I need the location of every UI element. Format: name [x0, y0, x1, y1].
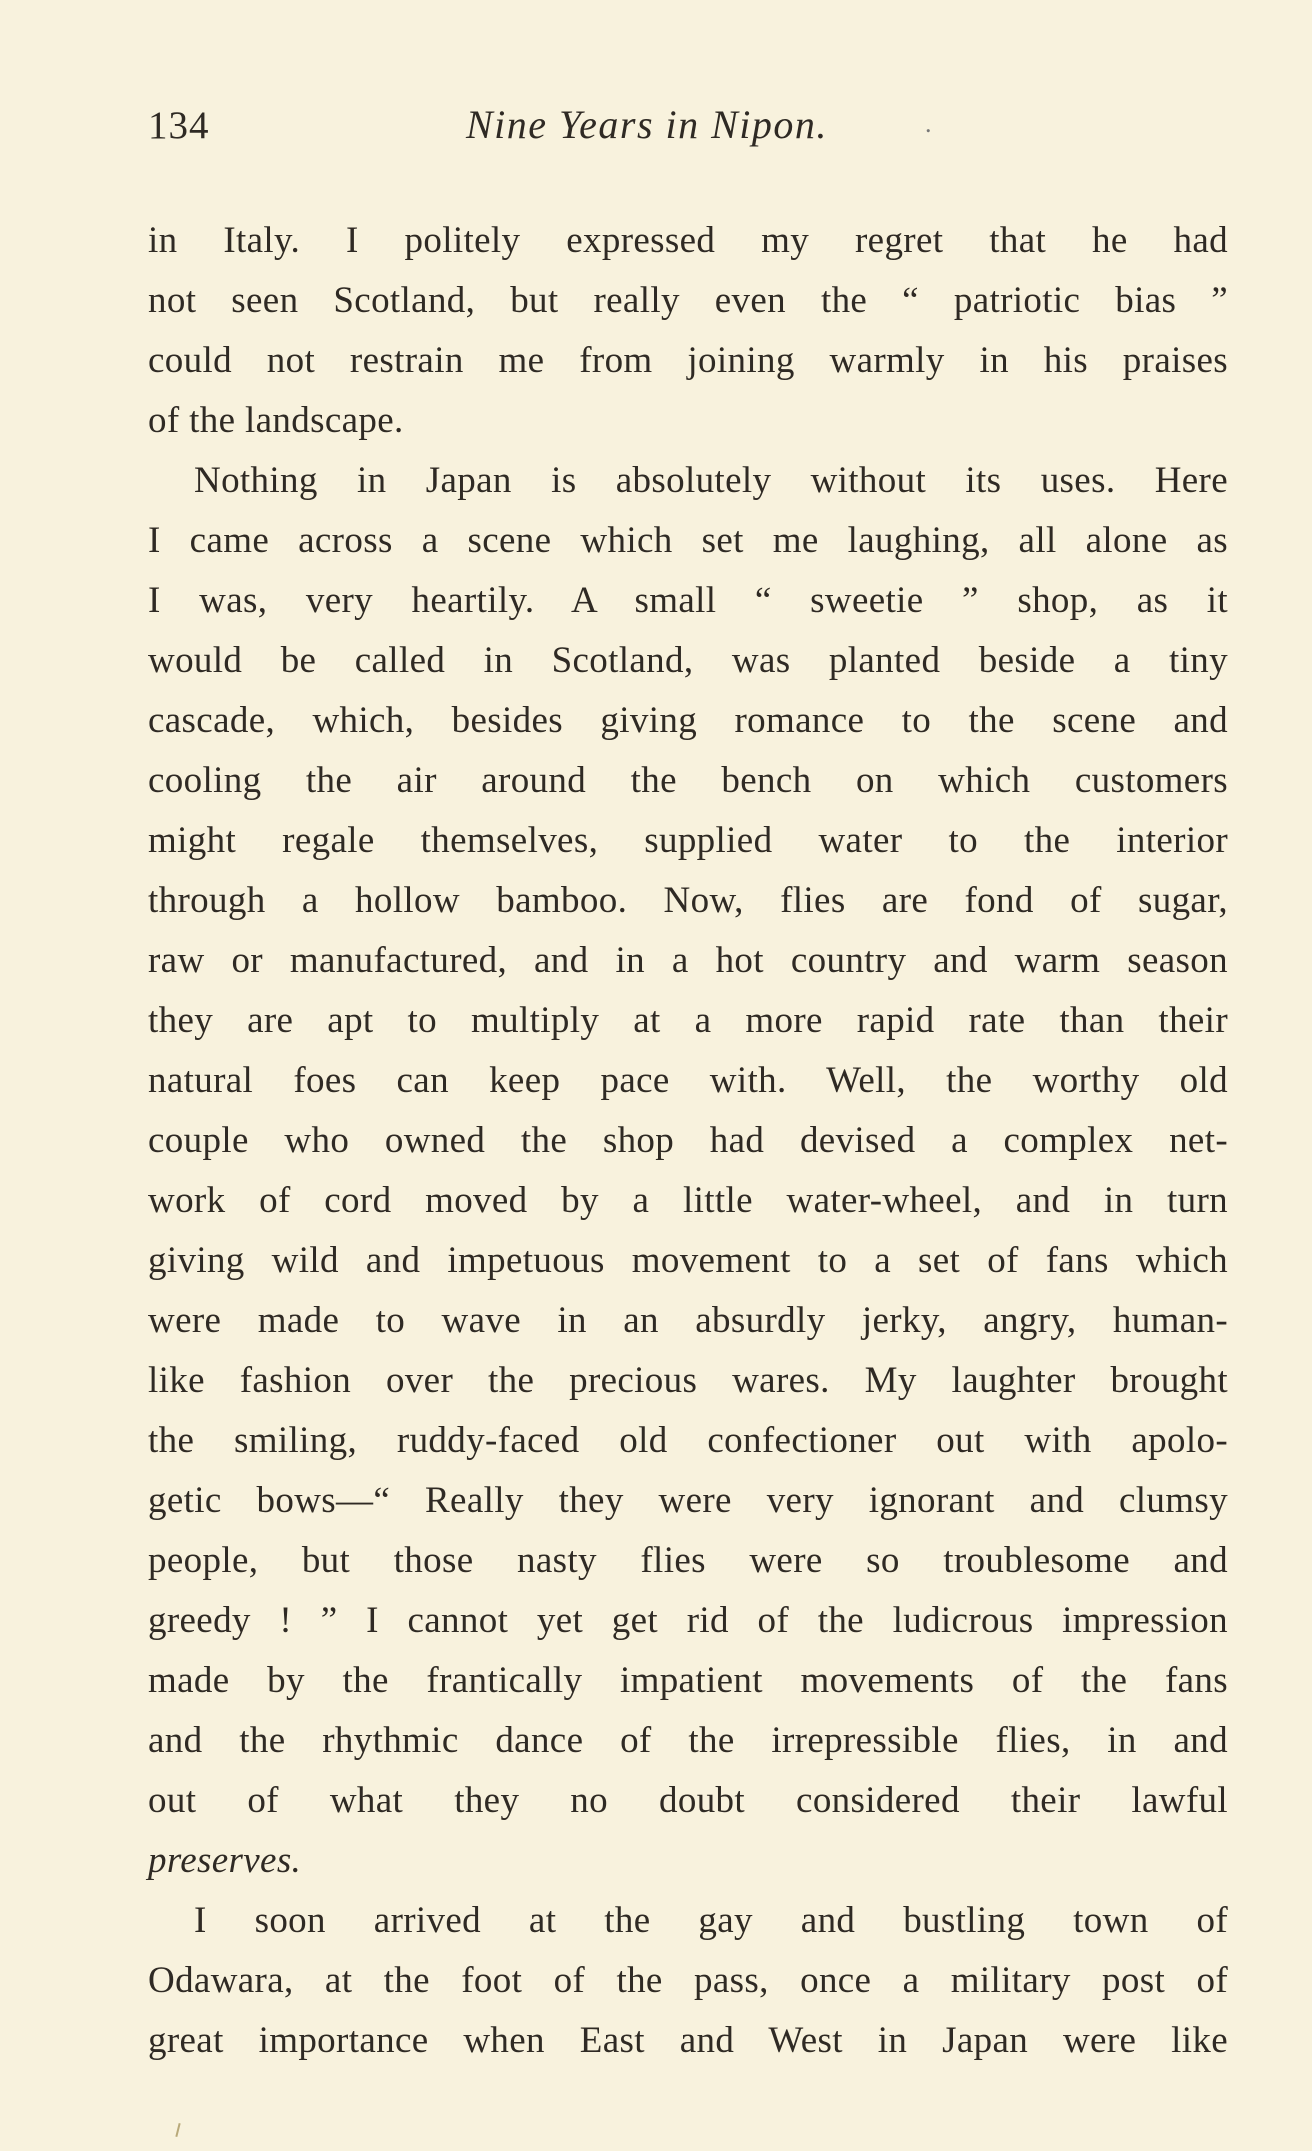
text-line: not seen Scotland, but really even the “ patriotic bias ”: [148, 280, 1228, 321]
text-line-italic: preserves.: [148, 1840, 302, 1881]
text-line: great importance when East and West in Japan were like: [148, 2020, 1228, 2061]
text-line: Odawara, at the foot of the pass, once a military post of: [148, 1960, 1228, 2001]
text-line: out of what they no doubt considered their lawful: [148, 1780, 1228, 1821]
page-mark: [175, 2123, 180, 2137]
text-line: people, but those nasty flies were so troublesome and: [148, 1540, 1228, 1581]
text-line: like fashion over the precious wares. My laughter brought: [148, 1360, 1228, 1401]
text-line: could not restrain me from joining warmly in his praises: [148, 340, 1228, 381]
body-text: [148, 211, 1228, 2071]
text-line: I was, very heartily. A small “ sweetie ” shop, as it: [148, 580, 1228, 621]
text-line: getic bows—“ Really they were very ignorant and clumsy: [148, 1480, 1228, 1521]
text-line: raw or manufactured, and in a hot country and warm season: [148, 940, 1228, 981]
text-line: I came across a scene which set me laughing, all alone as: [148, 520, 1228, 561]
text-line: couple who owned the shop had devised a complex net-: [148, 1120, 1228, 1161]
running-title: Nine Years in Nipon.: [466, 102, 828, 147]
text-line: the smiling, ruddy-faced old confectioner out with apolo-: [148, 1420, 1228, 1461]
text-line: work of cord moved by a little water-wheel, and in turn: [148, 1180, 1228, 1221]
text-line: in Italy. I politely expressed my regret that he had: [148, 220, 1228, 261]
text-line: greedy ! ” I cannot yet get rid of the ludicrous impression: [148, 1600, 1228, 1641]
text-line: I soon arrived at the gay and bustling town of: [194, 1900, 1228, 1941]
text-line: giving wild and impetuous movement to a set of fans which: [148, 1240, 1228, 1281]
text-line: they are apt to multiply at a more rapid rate than their: [148, 1000, 1228, 1041]
text-line: cascade, which, besides giving romance to the scene and: [148, 700, 1228, 741]
text-line: cooling the air around the bench on which customers: [148, 760, 1228, 801]
text-line: of the landscape.: [148, 400, 404, 441]
stray-mark: .: [925, 109, 932, 138]
page-header: [148, 103, 1238, 159]
text-line: through a hollow bamboo. Now, flies are fond of sugar,: [148, 880, 1228, 921]
text-line: were made to wave in an absurdly jerky, angry, human-: [148, 1300, 1228, 1341]
text-line: made by the frantically impatient movements of the fans: [148, 1660, 1228, 1701]
text-line: Nothing in Japan is absolutely without its uses. Here: [194, 460, 1228, 501]
text-line: and the rhythmic dance of the irrepressible flies, in and: [148, 1720, 1228, 1761]
page-number: 134: [148, 104, 210, 147]
text-line: natural foes can keep pace with. Well, the worthy old: [148, 1060, 1228, 1101]
text-line: would be called in Scotland, was planted beside a tiny: [148, 640, 1228, 681]
text-line: might regale themselves, supplied water to the interior: [148, 820, 1228, 861]
